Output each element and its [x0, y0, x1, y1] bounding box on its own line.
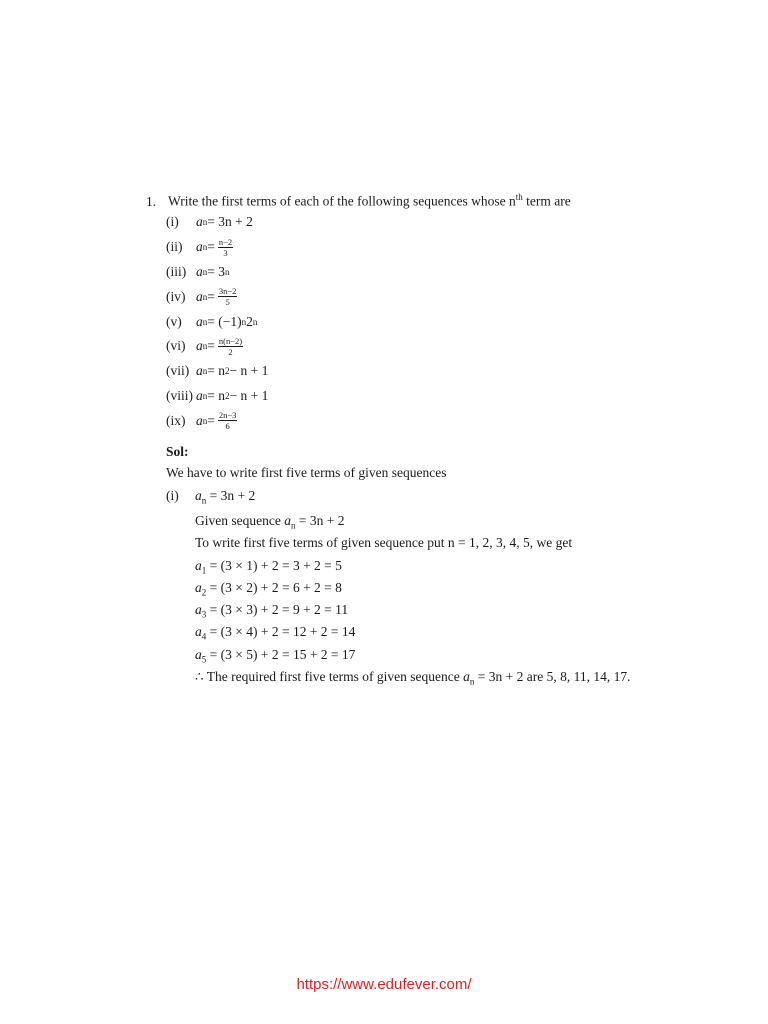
- list-item: [166, 408, 726, 433]
- list-item: [166, 284, 726, 309]
- item-formula: a n = (−1) n 2 n: [196, 313, 258, 329]
- item-formula: a n = n 2 − n + 1: [196, 387, 269, 403]
- fraction: $\frac{2n-3}{6}$: [218, 410, 237, 432]
- item-formula: a n = 3 n: [196, 263, 230, 279]
- term-line: $a_1 = (3 \times 1) + 2 = 3 + 2 = 5$: [195, 557, 342, 576]
- item-number: (i): [166, 214, 179, 230]
- item-number: (iii): [166, 263, 187, 279]
- item-formula: a n = $\frac{2n-3}{6}$: [196, 410, 237, 432]
- term-line: $a_2 = (3 \times 2) + 2 = 6 + 2 = 8$: [195, 579, 342, 598]
- item-formula: a n = $\frac{3n-2}{5}$: [196, 286, 237, 308]
- item-number: (viii): [166, 387, 193, 403]
- list-item: [166, 334, 726, 359]
- term-line: $a_4 = (3 \times 4) + 2 = 12 + 2 = 14$: [195, 624, 356, 643]
- source-url-link[interactable]: https://www.edufever.com/: [296, 976, 472, 993]
- fraction: $\frac{3n-2}{5}$: [218, 286, 237, 308]
- item-formula: a n = 3n + 2: [196, 214, 253, 230]
- list-item: [166, 384, 726, 409]
- sequence-list: [166, 210, 726, 433]
- item-number: (vi): [166, 338, 186, 354]
- item-number: (ii): [166, 239, 183, 255]
- item-formula: a n = $\frac{n(n-2)}{2}$: [196, 335, 243, 357]
- item-number: (iv): [166, 288, 186, 304]
- item-number: (vii): [166, 363, 190, 379]
- solution-part-expr: = 3n + 2: [206, 488, 256, 503]
- question-number: 1.: [146, 193, 157, 209]
- solution-part-heading: (i) $a_n = 3n + 2$: [166, 488, 256, 506]
- solution-body: [195, 510, 630, 688]
- item-number: (v): [166, 313, 182, 329]
- term-line: $a_5 = (3 \times 5) + 2 = 15 + 2 = 17$: [195, 646, 356, 665]
- item-formula: a n = n 2 − n + 1: [196, 363, 269, 379]
- solution-part-number: (i): [166, 488, 179, 503]
- fraction: $\frac{n-2}{3}$: [218, 236, 233, 258]
- list-item: [166, 309, 726, 334]
- given-line: Given sequence $a_n = 3n + 2$: [195, 513, 345, 531]
- conclusion-line: ∴ The required first five terms of given sequence $a_n = 3n + 2$ are 5, 8, 11, 14, 17.: [195, 669, 631, 687]
- instruction-line: To write first five terms of given sequence put n = 1, 2, 3, 4, 5, we get: [195, 535, 573, 551]
- item-number: (ix): [166, 412, 186, 428]
- solution-label: Sol:: [166, 444, 189, 459]
- solution-part-var: a: [195, 488, 202, 503]
- question-heading: [146, 188, 571, 211]
- term-line: $a_3 = (3 \times 3) + 2 = 9 + 2 = 11$: [195, 602, 349, 620]
- question-text-tail: term are: [522, 193, 571, 209]
- fraction: $\frac{n(n-2)}{2}$: [218, 335, 243, 357]
- question-text: Write the first terms of each of the following sequences whose n: [168, 193, 516, 209]
- list-item: [166, 260, 726, 285]
- list-item: [166, 359, 726, 384]
- solution-intro: We have to write first five terms of given sequences: [166, 465, 447, 480]
- list-item: [166, 235, 726, 260]
- list-item: [166, 210, 726, 235]
- item-formula: a n = $\frac{n-2}{3}$: [196, 236, 233, 258]
- question-text-sup: th: [515, 192, 523, 202]
